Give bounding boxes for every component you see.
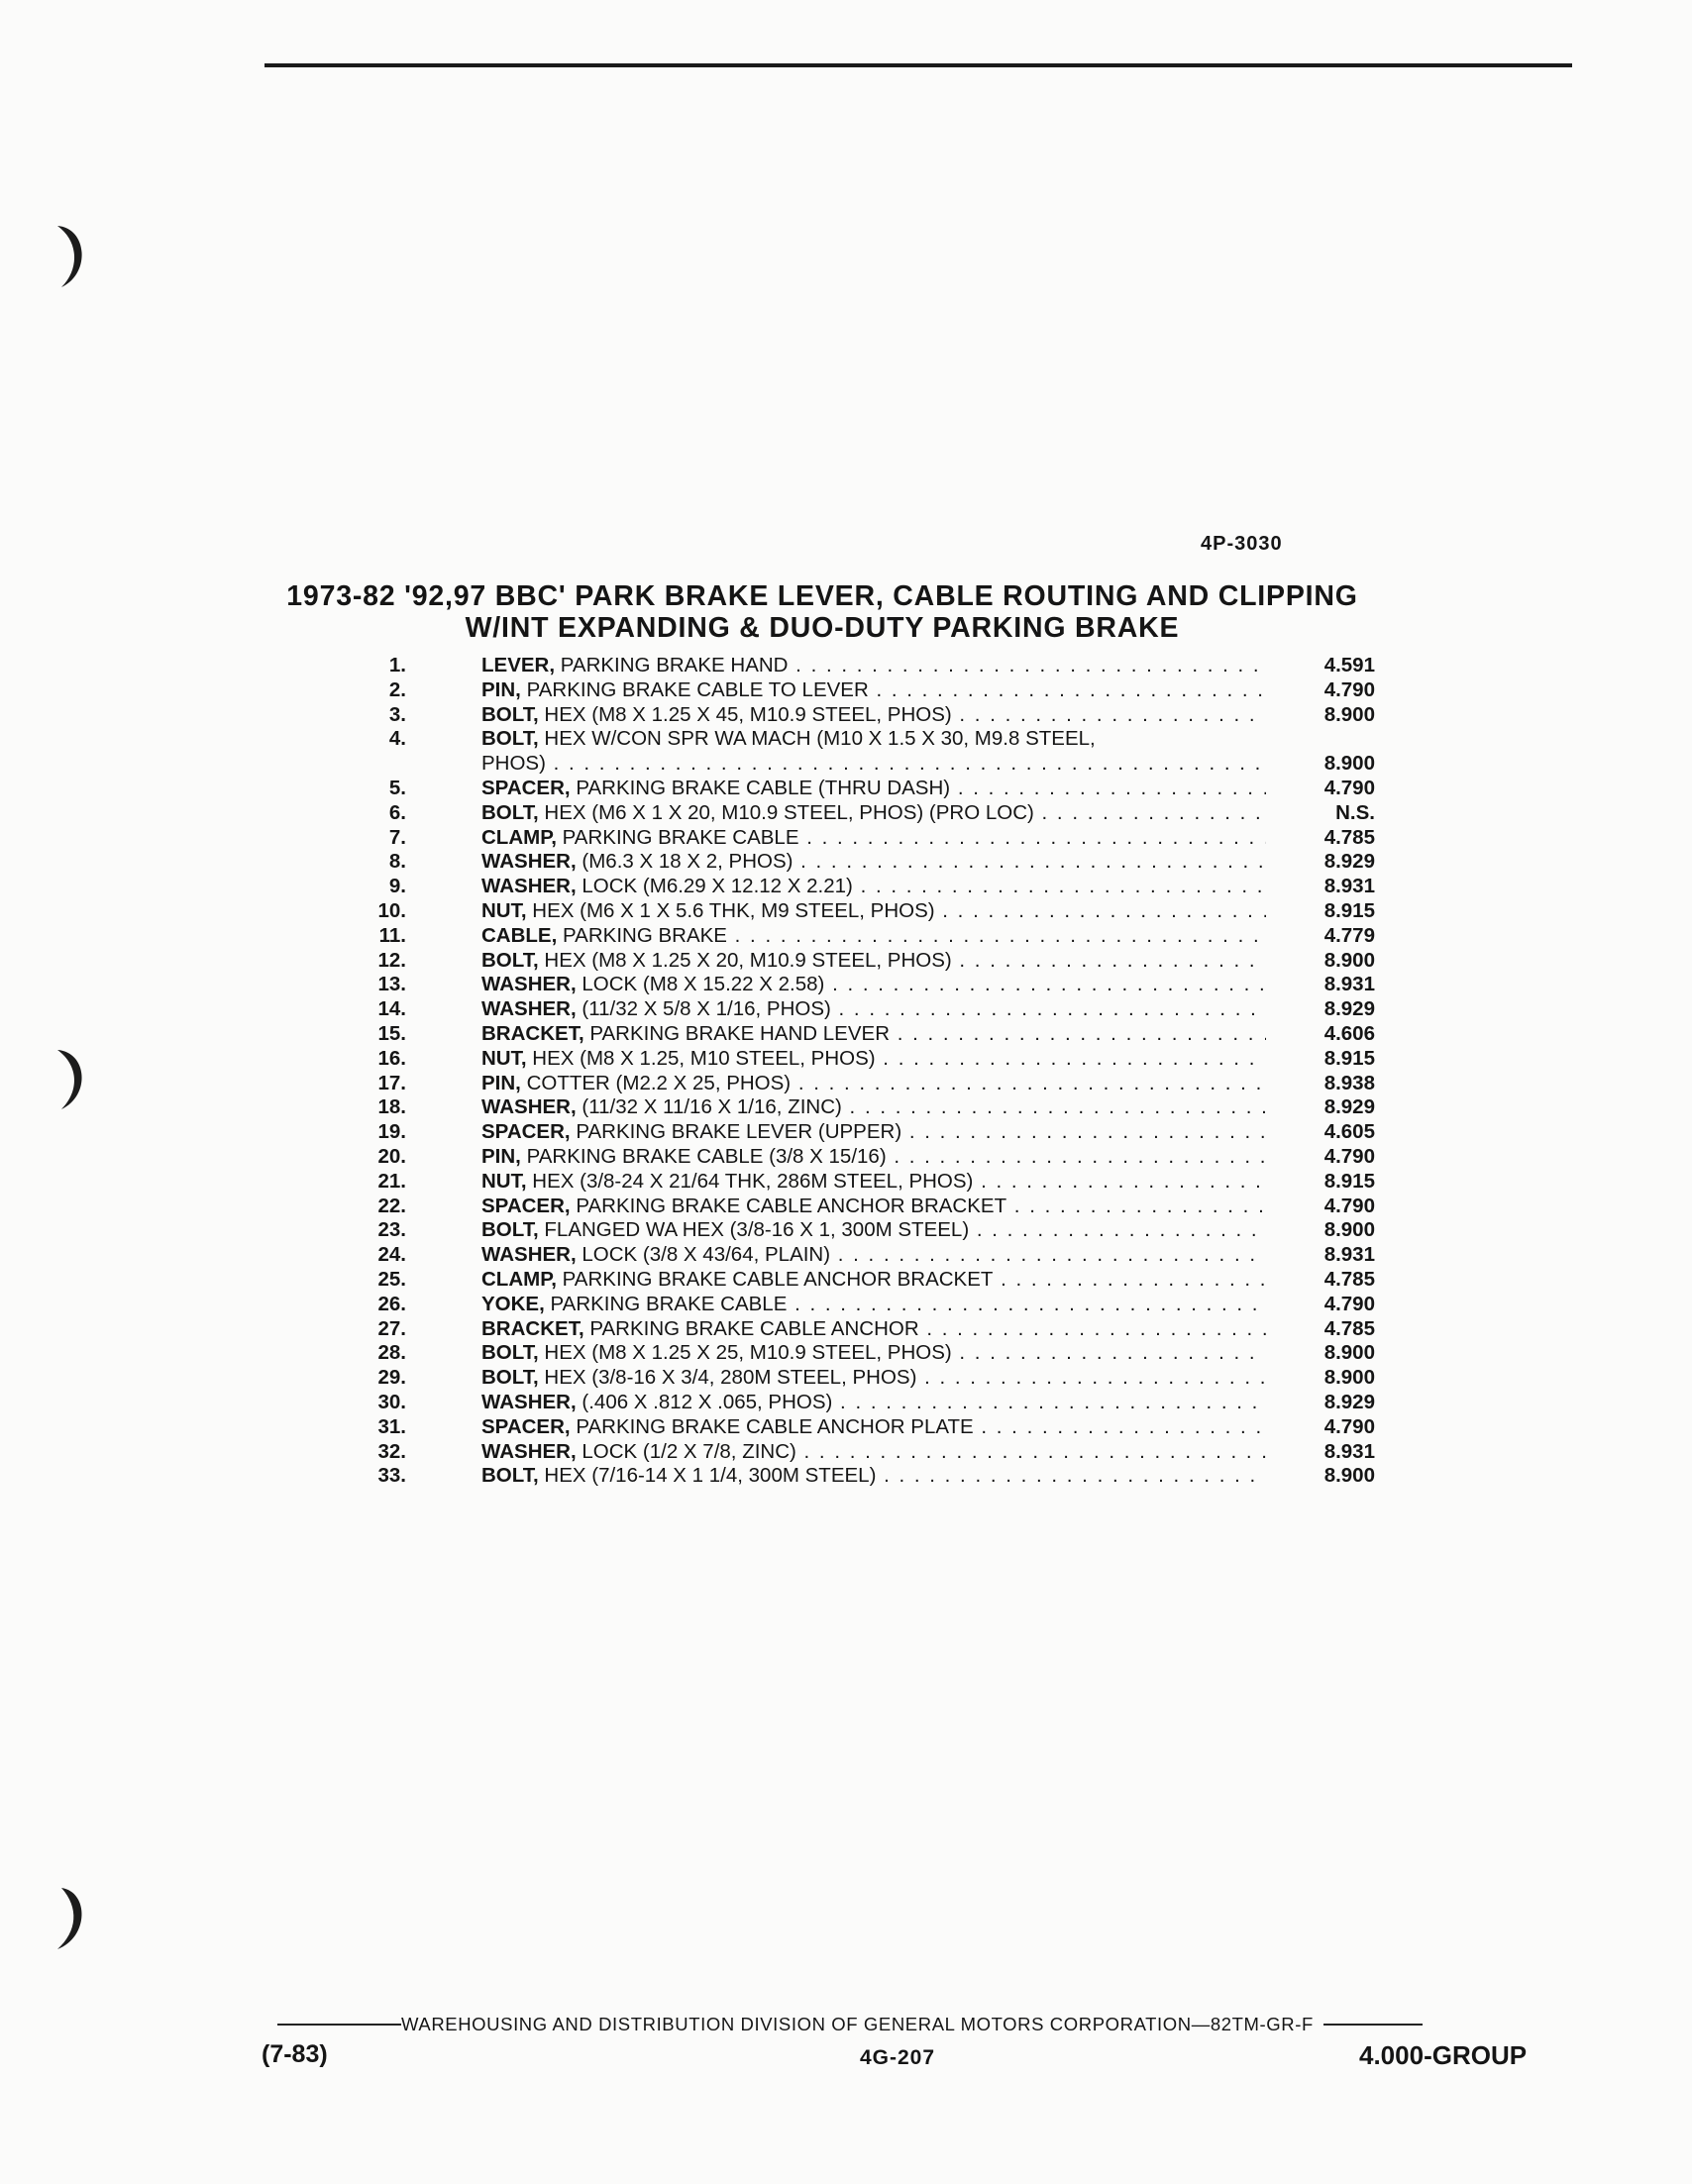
part-name: PIN, bbox=[481, 1071, 521, 1094]
part-number: 22. bbox=[377, 1194, 406, 1217]
part-row bbox=[367, 1464, 1417, 1489]
part-detail: PARKING BRAKE CABLE ANCHOR BRACKET bbox=[562, 1267, 994, 1291]
part-detail: (M6.3 X 18 X 2, PHOS) bbox=[582, 850, 793, 874]
part-detail: HEX (M8 X 1.25, M10 STEEL, PHOS) bbox=[532, 1046, 876, 1070]
part-name: PIN, bbox=[481, 677, 521, 701]
part-group-number: 8.929 bbox=[1323, 1390, 1375, 1413]
part-row bbox=[367, 826, 1417, 851]
part-description-line bbox=[481, 1415, 1266, 1440]
part-group-number: 4.785 bbox=[1323, 1267, 1375, 1291]
part-group-number: 8.915 bbox=[1323, 1169, 1375, 1193]
part-detail: PARKING BRAKE CABLE (THRU DASH) bbox=[576, 776, 951, 799]
part-detail: PARKING BRAKE CABLE ANCHOR PLATE bbox=[576, 1414, 974, 1438]
part-row bbox=[367, 1391, 1417, 1415]
part-name: NUT, bbox=[481, 1169, 527, 1193]
part-name: LEVER, bbox=[481, 654, 556, 676]
section-title-line-1: 1973-82 '92,97 BBC' PARK BRAKE LEVER, CABLE ROUTING AND CLIPPING bbox=[286, 580, 1358, 612]
part-detail: HEX (M8 X 1.25 X 45, M10.9 STEEL, PHOS) bbox=[544, 702, 952, 726]
part-number: 32. bbox=[377, 1439, 406, 1463]
part-row bbox=[367, 1170, 1417, 1195]
part-detail: (11/32 X 11/16 X 1/16, ZINC) bbox=[582, 1095, 842, 1119]
part-description bbox=[481, 678, 1266, 703]
part-row bbox=[367, 850, 1417, 875]
part-number: 31. bbox=[377, 1414, 406, 1438]
part-description-line bbox=[481, 1195, 1266, 1219]
part-number: 17. bbox=[377, 1071, 406, 1094]
part-description-line bbox=[481, 1218, 1266, 1243]
part-name: BRACKET, bbox=[481, 1316, 584, 1340]
part-name: BOLT, bbox=[481, 800, 539, 824]
part-number: 2. bbox=[388, 677, 406, 701]
part-description bbox=[481, 1268, 1266, 1293]
part-number: 33. bbox=[377, 1464, 406, 1488]
part-number: 30. bbox=[377, 1390, 406, 1413]
part-number: 9. bbox=[388, 875, 406, 898]
part-detail: PARKING BRAKE CABLE ANCHOR bbox=[589, 1316, 919, 1340]
part-description bbox=[481, 924, 1266, 949]
binder-hole-middle bbox=[40, 1030, 99, 1119]
part-name: CLAMP, bbox=[481, 1267, 557, 1291]
part-row bbox=[367, 1341, 1417, 1366]
part-description-line bbox=[481, 654, 1266, 678]
part-name: BOLT, bbox=[481, 702, 539, 726]
part-number: 3. bbox=[388, 702, 406, 726]
part-name: BOLT, bbox=[481, 948, 539, 972]
part-number: 12. bbox=[377, 948, 406, 972]
part-description-line bbox=[481, 826, 1266, 851]
part-group-number: 8.931 bbox=[1323, 1243, 1375, 1267]
part-description bbox=[481, 1415, 1266, 1440]
part-detail: PARKING BRAKE HAND bbox=[560, 654, 789, 676]
part-row bbox=[367, 1218, 1417, 1243]
part-description bbox=[481, 1317, 1266, 1342]
part-detail: PARKING BRAKE CABLE (3/8 X 15/16) bbox=[526, 1144, 887, 1168]
part-row bbox=[367, 875, 1417, 899]
part-row bbox=[367, 727, 1417, 777]
part-group-number: 4.790 bbox=[1323, 776, 1375, 799]
part-number: 29. bbox=[377, 1366, 406, 1390]
part-group-number: 4.779 bbox=[1323, 923, 1375, 947]
part-row bbox=[367, 1120, 1417, 1145]
part-description-line bbox=[481, 1440, 1266, 1465]
part-name: SPACER, bbox=[481, 1194, 571, 1217]
part-group-number: 8.929 bbox=[1323, 1095, 1375, 1119]
binder-hole-top bbox=[40, 208, 99, 297]
part-description-line bbox=[481, 1170, 1266, 1195]
part-description bbox=[481, 949, 1266, 974]
part-number: 8. bbox=[388, 850, 406, 874]
part-description bbox=[481, 1047, 1266, 1072]
part-name: WASHER, bbox=[481, 997, 577, 1021]
part-number: 15. bbox=[377, 1021, 406, 1045]
part-row bbox=[367, 654, 1417, 678]
part-detail: HEX (3/8-24 X 21/64 THK, 286M STEEL, PHOS) bbox=[532, 1169, 974, 1193]
part-detail: HEX (M8 X 1.25 X 20, M10.9 STEEL, PHOS) bbox=[544, 948, 952, 972]
part-name: CABLE, bbox=[481, 923, 558, 947]
part-row bbox=[367, 1022, 1417, 1047]
part-description bbox=[481, 1095, 1266, 1120]
part-name: BOLT, bbox=[481, 1341, 539, 1365]
footer-division-text: WAREHOUSING AND DISTRIBUTION DIVISION OF GENERAL MOTORS CORPORATION—82TM-GR-F bbox=[401, 2014, 1314, 2034]
part-number: 5. bbox=[388, 776, 406, 799]
part-description bbox=[481, 826, 1266, 851]
part-name: WASHER, bbox=[481, 875, 577, 898]
part-group-number: 8.915 bbox=[1323, 1046, 1375, 1070]
part-name: SPACER, bbox=[481, 1414, 571, 1438]
part-group-number: 4.785 bbox=[1323, 1316, 1375, 1340]
part-group-number: 8.938 bbox=[1323, 1071, 1375, 1094]
part-description-line bbox=[481, 997, 1266, 1022]
part-description bbox=[481, 777, 1266, 801]
part-description bbox=[481, 1293, 1266, 1317]
part-number: 7. bbox=[388, 825, 406, 849]
part-group-number: 4.605 bbox=[1323, 1120, 1375, 1144]
part-description bbox=[481, 997, 1266, 1022]
binder-hole-icon bbox=[40, 208, 99, 297]
part-row bbox=[367, 777, 1417, 801]
part-name: NUT, bbox=[481, 1046, 527, 1070]
part-number: 20. bbox=[377, 1144, 406, 1168]
part-detail: FLANGED WA HEX (3/8-16 X 1, 300M STEEL) bbox=[544, 1218, 970, 1242]
part-description-line bbox=[481, 850, 1266, 875]
part-group-number: 4.606 bbox=[1323, 1021, 1375, 1045]
part-description-line bbox=[481, 924, 1266, 949]
part-detail: LOCK (M6.29 X 12.12 X 2.21) bbox=[582, 875, 853, 898]
part-row bbox=[367, 1195, 1417, 1219]
part-name: WASHER, bbox=[481, 973, 577, 996]
part-number: 27. bbox=[377, 1316, 406, 1340]
part-description-line bbox=[481, 703, 1266, 728]
part-row bbox=[367, 949, 1417, 974]
part-group-number: 4.785 bbox=[1323, 825, 1375, 849]
part-row bbox=[367, 1243, 1417, 1268]
part-detail: HEX (M6 X 1 X 20, M10.9 STEEL, PHOS) (PRO LOC) bbox=[544, 800, 1034, 824]
footer-dash-left bbox=[277, 2024, 401, 2026]
part-description bbox=[481, 1072, 1266, 1096]
part-name: WASHER, bbox=[481, 850, 577, 874]
part-name: BOLT, bbox=[481, 727, 539, 751]
part-row bbox=[367, 1293, 1417, 1317]
binder-hole-icon bbox=[40, 1870, 99, 1959]
part-detail: LOCK (3/8 X 43/64, PLAIN) bbox=[582, 1243, 831, 1267]
part-group-number: 4.790 bbox=[1323, 1414, 1375, 1438]
part-row bbox=[367, 703, 1417, 728]
part-row bbox=[367, 801, 1417, 826]
parts-list bbox=[367, 654, 1417, 1489]
part-number: 11. bbox=[378, 923, 406, 947]
footer-dash-right bbox=[1323, 2024, 1423, 2026]
part-row bbox=[367, 1366, 1417, 1391]
part-number: 18. bbox=[377, 1095, 406, 1119]
part-name: BOLT, bbox=[481, 1218, 539, 1242]
part-detail: LOCK (M8 X 15.22 X 2.58) bbox=[582, 973, 825, 996]
part-group-number: 8.900 bbox=[1323, 702, 1375, 726]
part-name: SPACER, bbox=[481, 776, 571, 799]
binder-hole-bottom bbox=[40, 1870, 99, 1959]
part-description bbox=[481, 1440, 1266, 1465]
part-group-number: 8.900 bbox=[1323, 1464, 1375, 1488]
part-group-number: 8.900 bbox=[1323, 1218, 1375, 1242]
footer-date-code: (7-83) bbox=[262, 2040, 328, 2068]
part-detail: HEX (3/8-16 X 3/4, 280M STEEL, PHOS) bbox=[544, 1366, 917, 1390]
part-group-number: 4.790 bbox=[1323, 677, 1375, 701]
part-description bbox=[481, 1170, 1266, 1195]
part-group-number: 4.790 bbox=[1323, 1292, 1375, 1315]
part-detail: HEX (M6 X 1 X 5.6 THK, M9 STEEL, PHOS) bbox=[532, 898, 935, 922]
part-number: 4. bbox=[388, 727, 406, 751]
part-description-line bbox=[481, 1145, 1266, 1170]
part-row bbox=[367, 1145, 1417, 1170]
top-rule bbox=[264, 63, 1572, 67]
part-detail: LOCK (1/2 X 7/8, ZINC) bbox=[582, 1439, 796, 1463]
part-number: 16. bbox=[377, 1046, 406, 1070]
part-detail: PHOS) bbox=[481, 752, 546, 776]
part-detail: PARKING BRAKE bbox=[563, 923, 727, 947]
part-description bbox=[481, 1243, 1266, 1268]
part-detail: PARKING BRAKE CABLE bbox=[550, 1292, 788, 1315]
footer-division-line bbox=[277, 2014, 1535, 2035]
part-group-number: 8.900 bbox=[1323, 752, 1375, 776]
part-description-line bbox=[481, 801, 1266, 826]
part-group-number: 8.915 bbox=[1323, 898, 1375, 922]
part-number: 10. bbox=[377, 898, 406, 922]
part-description bbox=[481, 1341, 1266, 1366]
part-description bbox=[481, 875, 1266, 899]
part-number: 1. bbox=[388, 654, 406, 676]
part-number: 23. bbox=[377, 1218, 406, 1242]
part-detail: PARKING BRAKE CABLE bbox=[562, 825, 799, 849]
part-name: CLAMP, bbox=[481, 825, 557, 849]
part-group-number: 8.931 bbox=[1323, 875, 1375, 898]
part-description bbox=[481, 973, 1266, 997]
part-group-number: 4.591 bbox=[1323, 654, 1375, 676]
part-description-line bbox=[481, 1391, 1266, 1415]
part-description-line bbox=[481, 1120, 1266, 1145]
part-group-number: N.S. bbox=[1335, 800, 1375, 824]
part-description bbox=[481, 1145, 1266, 1170]
section-title-line-2: W/INT EXPANDING & DUO-DUTY PARKING BRAKE bbox=[465, 612, 1180, 644]
part-detail: PARKING BRAKE LEVER (UPPER) bbox=[576, 1120, 902, 1144]
part-row bbox=[367, 1268, 1417, 1293]
part-group-number: 8.900 bbox=[1323, 948, 1375, 972]
part-detail: COTTER (M2.2 X 25, PHOS) bbox=[526, 1071, 792, 1094]
part-name: SPACER, bbox=[481, 1120, 571, 1144]
part-row bbox=[367, 1440, 1417, 1465]
part-description-line bbox=[481, 1243, 1266, 1268]
footer-group-label: 4.000-GROUP bbox=[1359, 2040, 1528, 2070]
part-group-number: 8.929 bbox=[1323, 997, 1375, 1021]
part-description-line bbox=[481, 777, 1266, 801]
part-description-line bbox=[481, 1268, 1266, 1293]
part-description-line bbox=[481, 1366, 1266, 1391]
part-row bbox=[367, 678, 1417, 703]
part-description bbox=[481, 654, 1266, 678]
part-description-line bbox=[481, 1047, 1266, 1072]
part-detail: PARKING BRAKE CABLE ANCHOR BRACKET bbox=[576, 1194, 1007, 1217]
part-group-number: 8.900 bbox=[1323, 1366, 1375, 1390]
part-row bbox=[367, 1415, 1417, 1440]
part-detail: (.406 X .812 X .065, PHOS) bbox=[582, 1390, 833, 1413]
binder-hole-icon bbox=[40, 1030, 99, 1119]
part-description bbox=[481, 1120, 1266, 1145]
part-group-number: 8.931 bbox=[1323, 1439, 1375, 1463]
part-detail: HEX (M8 X 1.25 X 25, M10.9 STEEL, PHOS) bbox=[544, 1341, 952, 1365]
part-description-line bbox=[481, 949, 1266, 974]
part-row bbox=[367, 1095, 1417, 1120]
part-name: NUT, bbox=[481, 898, 527, 922]
part-description-line bbox=[481, 1072, 1266, 1096]
part-name: BOLT, bbox=[481, 1366, 539, 1390]
part-detail: HEX (7/16-14 X 1 1/4, 300M STEEL) bbox=[544, 1464, 877, 1488]
part-number: 19. bbox=[377, 1120, 406, 1144]
part-number: 21. bbox=[377, 1169, 406, 1193]
part-number: 13. bbox=[377, 973, 406, 996]
part-description-line bbox=[481, 1317, 1266, 1342]
part-description-line bbox=[481, 1464, 1266, 1489]
part-description bbox=[481, 703, 1266, 728]
part-description bbox=[481, 850, 1266, 875]
part-name: WASHER, bbox=[481, 1439, 577, 1463]
part-description-line bbox=[481, 727, 1266, 752]
part-name: WASHER, bbox=[481, 1243, 577, 1267]
part-number: 14. bbox=[377, 997, 406, 1021]
part-number: 28. bbox=[377, 1341, 406, 1365]
part-description bbox=[481, 899, 1266, 924]
part-number: 6. bbox=[388, 800, 406, 824]
part-number: 24. bbox=[377, 1243, 406, 1267]
part-name: YOKE, bbox=[481, 1292, 545, 1315]
part-number: 25. bbox=[377, 1267, 406, 1291]
part-row bbox=[367, 924, 1417, 949]
part-group-number: 4.790 bbox=[1323, 1194, 1375, 1217]
part-description-line bbox=[481, 875, 1266, 899]
part-description bbox=[481, 1022, 1266, 1047]
part-name: BRACKET, bbox=[481, 1021, 584, 1045]
part-description bbox=[481, 1464, 1266, 1489]
part-row bbox=[367, 1047, 1417, 1072]
part-row bbox=[367, 899, 1417, 924]
part-description-line bbox=[481, 1022, 1266, 1047]
part-row bbox=[367, 997, 1417, 1022]
part-description bbox=[481, 1366, 1266, 1391]
part-group-number: 8.931 bbox=[1323, 973, 1375, 996]
part-description-line bbox=[481, 899, 1266, 924]
part-name: WASHER, bbox=[481, 1390, 577, 1413]
part-group-number: 4.790 bbox=[1323, 1144, 1375, 1168]
part-name: BOLT, bbox=[481, 1464, 539, 1488]
part-name: WASHER, bbox=[481, 1095, 577, 1119]
part-description-line bbox=[481, 1293, 1266, 1317]
part-detail: HEX W/CON SPR WA MACH (M10 X 1.5 X 30, M9.8 STEEL, bbox=[544, 727, 1096, 751]
part-row bbox=[367, 1072, 1417, 1096]
part-description bbox=[481, 1195, 1266, 1219]
part-description-line bbox=[481, 1095, 1266, 1120]
part-row bbox=[367, 1317, 1417, 1342]
part-detail: PARKING BRAKE CABLE TO LEVER bbox=[526, 677, 869, 701]
part-description bbox=[481, 801, 1266, 826]
part-description bbox=[481, 1391, 1266, 1415]
part-name: PIN, bbox=[481, 1144, 521, 1168]
part-detail: PARKING BRAKE HAND LEVER bbox=[589, 1021, 891, 1045]
part-description bbox=[481, 1218, 1266, 1243]
part-description-line bbox=[481, 973, 1266, 997]
part-group-number: 8.929 bbox=[1323, 850, 1375, 874]
footer-page-number: 4G-207 bbox=[860, 2046, 936, 2069]
part-row bbox=[367, 973, 1417, 997]
part-description bbox=[481, 727, 1266, 777]
page-code: 4P-3030 bbox=[1201, 533, 1283, 555]
part-detail: (11/32 X 5/8 X 1/16, PHOS) bbox=[582, 997, 831, 1021]
part-number: 26. bbox=[377, 1292, 406, 1315]
part-description-line bbox=[481, 1341, 1266, 1366]
part-description-line bbox=[481, 678, 1266, 703]
part-description-line bbox=[481, 752, 1266, 777]
part-group-number: 8.900 bbox=[1323, 1341, 1375, 1365]
